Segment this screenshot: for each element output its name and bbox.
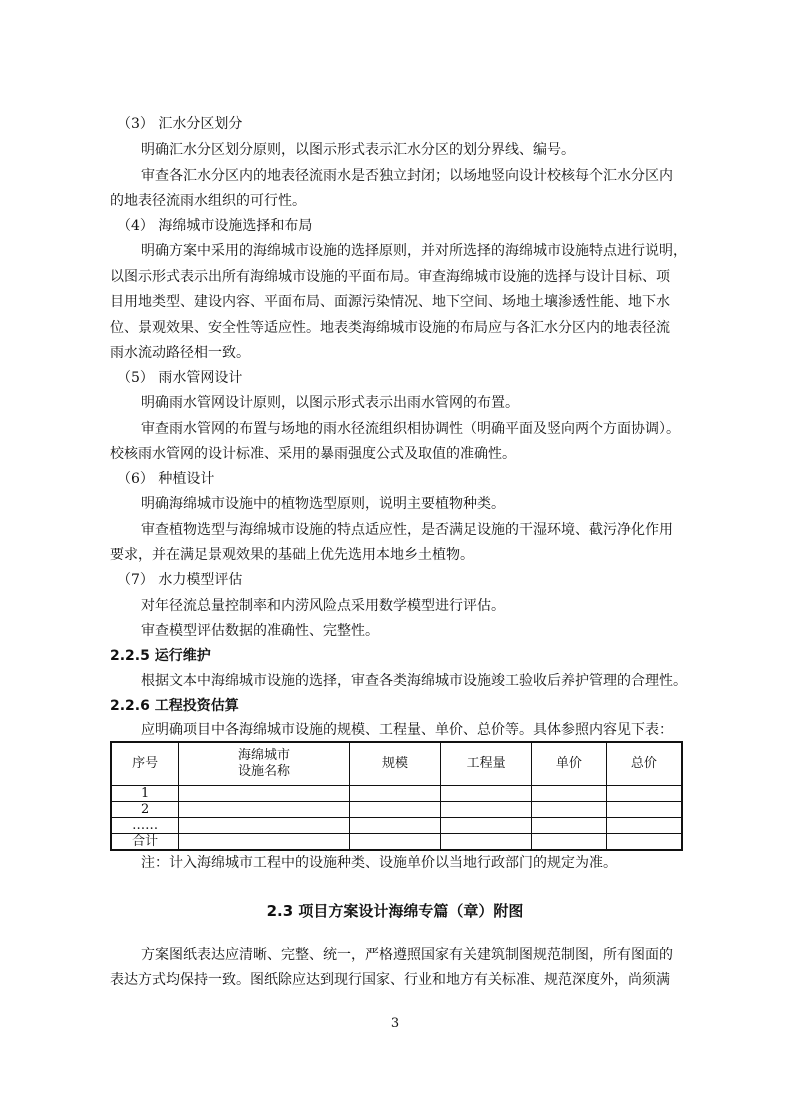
heading-planting-design: （6） 种植设计 <box>117 471 215 487</box>
table-cell <box>606 818 682 834</box>
section-title-2-3: 2.3 项目方案设计海绵专篇（章）附图 <box>266 902 524 920</box>
table-cell <box>531 818 606 834</box>
table-note: 注：计入海绵城市工程中的设施种类、设施单价以当地行政部门的规定为准。 <box>141 855 617 871</box>
header-cell: 序号 <box>111 742 179 786</box>
paragraph-line: 明确汇水分区划分原则，以图示形式表示汇水分区的划分界线、编号。 <box>141 142 575 158</box>
paragraph-line: 审查各汇水分区内的地表径流雨水是否独立封闭；以场地竖向设计校核每个汇水分区内 <box>141 168 673 184</box>
table-row <box>111 818 682 834</box>
paragraph-line: 表达方式均保持一致。图纸除应达到现行国家、行业和地方有关标准、规范深度外，尚须满 <box>110 972 670 988</box>
table-cell <box>349 802 441 818</box>
table-cell <box>179 818 349 834</box>
paragraph-line: 明确方案中采用的海绵城市设施的选择原则，并对所选择的海绵城市设施特点进行说明， <box>141 243 687 259</box>
table-cell <box>606 834 682 851</box>
paragraph-line: 要求，并在满足景观效果的基础上优先选用本地乡土植物。 <box>110 547 474 563</box>
paragraph-line: 审查雨水管网的布置与场地的雨水径流组织相协调性（明确平面及竖向两个方面协调）。 <box>141 421 680 437</box>
paragraph-line: 审查植物选型与海绵城市设施的特点适应性，是否满足设施的干湿环境、截污净化作用 <box>141 522 673 538</box>
heading-catchment-zoning: （3） 汇水分区划分 <box>117 116 243 132</box>
table-cell <box>606 802 682 818</box>
header-cell: 单价 <box>531 742 606 786</box>
paragraph-line: 的地表径流雨水组织的可行性。 <box>110 193 306 209</box>
heading-rainwater-network: （5） 雨水管网设计 <box>117 370 243 386</box>
paragraph-line: 目用地类型、建设内容、平面布局、面源污染情况、地下空间、场地土壤渗透性能、地下水 <box>110 294 670 310</box>
paragraph-line: 根据文本中海绵城市设施的选择，审查各类海绵城市设施竣工验收后养护管理的合理性。 <box>141 673 687 689</box>
header-cell: 海绵城市 设施名称 <box>179 742 349 786</box>
table-cell <box>349 818 441 834</box>
table-cell <box>531 834 606 851</box>
table-cell <box>179 786 349 802</box>
table-cell <box>441 834 532 851</box>
table-cell <box>179 802 349 818</box>
table-cell <box>531 802 606 818</box>
heading-2-2-6: 2.2.6 工程投资估算 <box>110 698 239 714</box>
paragraph-line: 方案图纸表达应清晰、完整、统一，严格遵照国家有关建筑制图规范制图，所有图面的 <box>141 947 673 963</box>
page-number: 3 <box>390 1016 400 1031</box>
paragraph-line: 明确雨水管网设计原则，以图示形式表示出雨水管网的布置。 <box>141 395 519 411</box>
paragraph-line: 审查模型评估数据的准确性、完整性。 <box>141 623 379 639</box>
heading-hydraulic-model: （7） 水力模型评估 <box>117 572 243 588</box>
table-cell <box>349 834 441 851</box>
table-header-row <box>111 742 682 786</box>
header-cell: 总价 <box>606 742 682 786</box>
paragraph-line: 应明确项目中各海绵城市设施的规模、工程量、单价、总价等。具体参照内容见下表： <box>141 722 673 738</box>
header-cell: 规模 <box>349 742 441 786</box>
table-cell <box>441 818 532 834</box>
paragraph-line: 以图示形式表示出所有海绵城市设施的平面布局。审查海绵城市设施的选择与设计目标、项 <box>110 269 670 285</box>
paragraph-line: 明确海绵城市设施中的植物选型原则，说明主要植物种类。 <box>141 496 505 512</box>
heading-facility-selection: （4） 海绵城市设施选择和布局 <box>117 218 313 234</box>
table-cell: 合计 <box>111 834 179 851</box>
heading-2-2-5: 2.2.5 运行维护 <box>110 648 211 664</box>
investment-table <box>110 741 683 851</box>
table-cell <box>531 786 606 802</box>
table-cell: 1 <box>111 786 179 802</box>
table-cell: …… <box>111 818 179 834</box>
paragraph-line: 校核雨水管网的设计标准、采用的暴雨强度公式及取值的准确性。 <box>110 446 516 462</box>
paragraph-line: 对年径流总量控制率和内涝风险点采用数学模型进行评估。 <box>141 598 505 614</box>
table-cell <box>441 786 532 802</box>
table-cell: 2 <box>111 802 179 818</box>
table-cell <box>349 786 441 802</box>
table-row <box>111 802 682 818</box>
table-cell <box>441 802 532 818</box>
paragraph-line: 雨水流动路径相一致。 <box>110 345 250 361</box>
table-row <box>111 834 682 851</box>
paragraph-line: 位、景观效果、安全性等适应性。地表类海绵城市设施的布局应与各汇水分区内的地表径流 <box>110 320 670 336</box>
table-row <box>111 786 682 802</box>
table-cell <box>606 786 682 802</box>
header-cell: 工程量 <box>441 742 532 786</box>
table-cell <box>179 834 349 851</box>
